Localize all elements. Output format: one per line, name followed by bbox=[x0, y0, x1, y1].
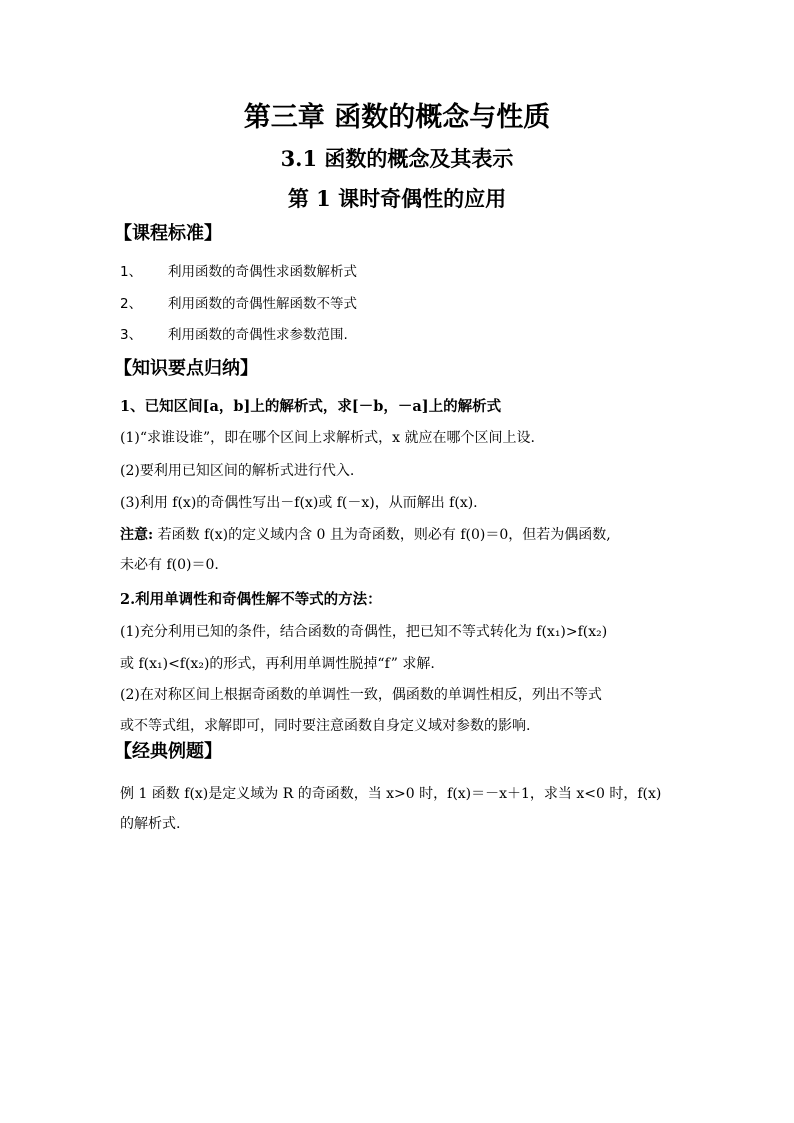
note-paragraph bbox=[120, 523, 695, 547]
point1-line: (3)利用 f(x)的奇偶性写出－f(x)或 f(－x)，从而解出 f(x). bbox=[120, 495, 478, 511]
standard-item-text: 利用函数的奇偶性求参数范围. bbox=[168, 327, 348, 343]
standard-item bbox=[120, 293, 357, 315]
standard-item-text: 利用函数的奇偶性求函数解析式 bbox=[168, 264, 357, 280]
note-text: 若函数 f(x)的定义域内含 0 且为奇函数，则必有 f(0)＝0，但若为偶函数, bbox=[153, 527, 611, 543]
lesson-title: 第 1 课时奇偶性的应用 bbox=[287, 186, 507, 211]
standard-item-number: 2、 bbox=[120, 296, 143, 312]
point1-line: (1)“求谁设谁”，即在哪个区间上求解析式，x 就应在哪个区间上设. bbox=[120, 430, 535, 446]
standard-item-text: 利用函数的奇偶性解函数不等式 bbox=[168, 296, 357, 312]
point2-line: (2)在对称区间上根据奇函数的单调性一致，偶函数的单调性相反，列出不等式 bbox=[120, 687, 602, 703]
example1-line: 的解析式. bbox=[120, 816, 181, 832]
standard-item-number: 1、 bbox=[120, 264, 143, 280]
section-title: 3.1 函数的概念及其表示 bbox=[280, 146, 514, 171]
note-label: 注意: bbox=[120, 527, 154, 543]
standard-item-number: 3、 bbox=[120, 327, 143, 343]
standard-item bbox=[120, 261, 357, 283]
example1-line: 例 1 函数 f(x)是定义域为 R 的奇函数，当 x>0 时，f(x)＝－x＋1，求当 x<0 时，f(x) bbox=[120, 786, 662, 802]
point1-title: 1、已知区间[a，b]上的解析式，求[－b，－a]上的解析式 bbox=[120, 398, 502, 415]
point1-line: (2)要利用已知区间的解析式进行代入. bbox=[120, 463, 355, 479]
course-standard-heading: 【课程标准】 bbox=[114, 223, 222, 244]
standard-item bbox=[120, 324, 348, 346]
examples-heading: 【经典例题】 bbox=[114, 741, 222, 762]
point2-line: 或不等式组，求解即可，同时要注意函数自身定义域对参数的影响. bbox=[120, 718, 531, 734]
point2-line: 或 f(x₁)<f(x₂)的形式，再利用单调性脱掉“f” 求解. bbox=[120, 656, 435, 672]
knowledge-heading: 【知识要点归纳】 bbox=[114, 358, 258, 379]
note-continuation: 未必有 f(0)＝0. bbox=[120, 557, 219, 573]
chapter-title: 第三章 函数的概念与性质 bbox=[243, 102, 551, 133]
point2-title: 2.利用单调性和奇偶性解不等式的方法： bbox=[120, 591, 382, 608]
point2-line: (1)充分利用已知的条件，结合函数的奇偶性，把已知不等式转化为 f(x₁)>f(x₂) bbox=[120, 624, 608, 640]
